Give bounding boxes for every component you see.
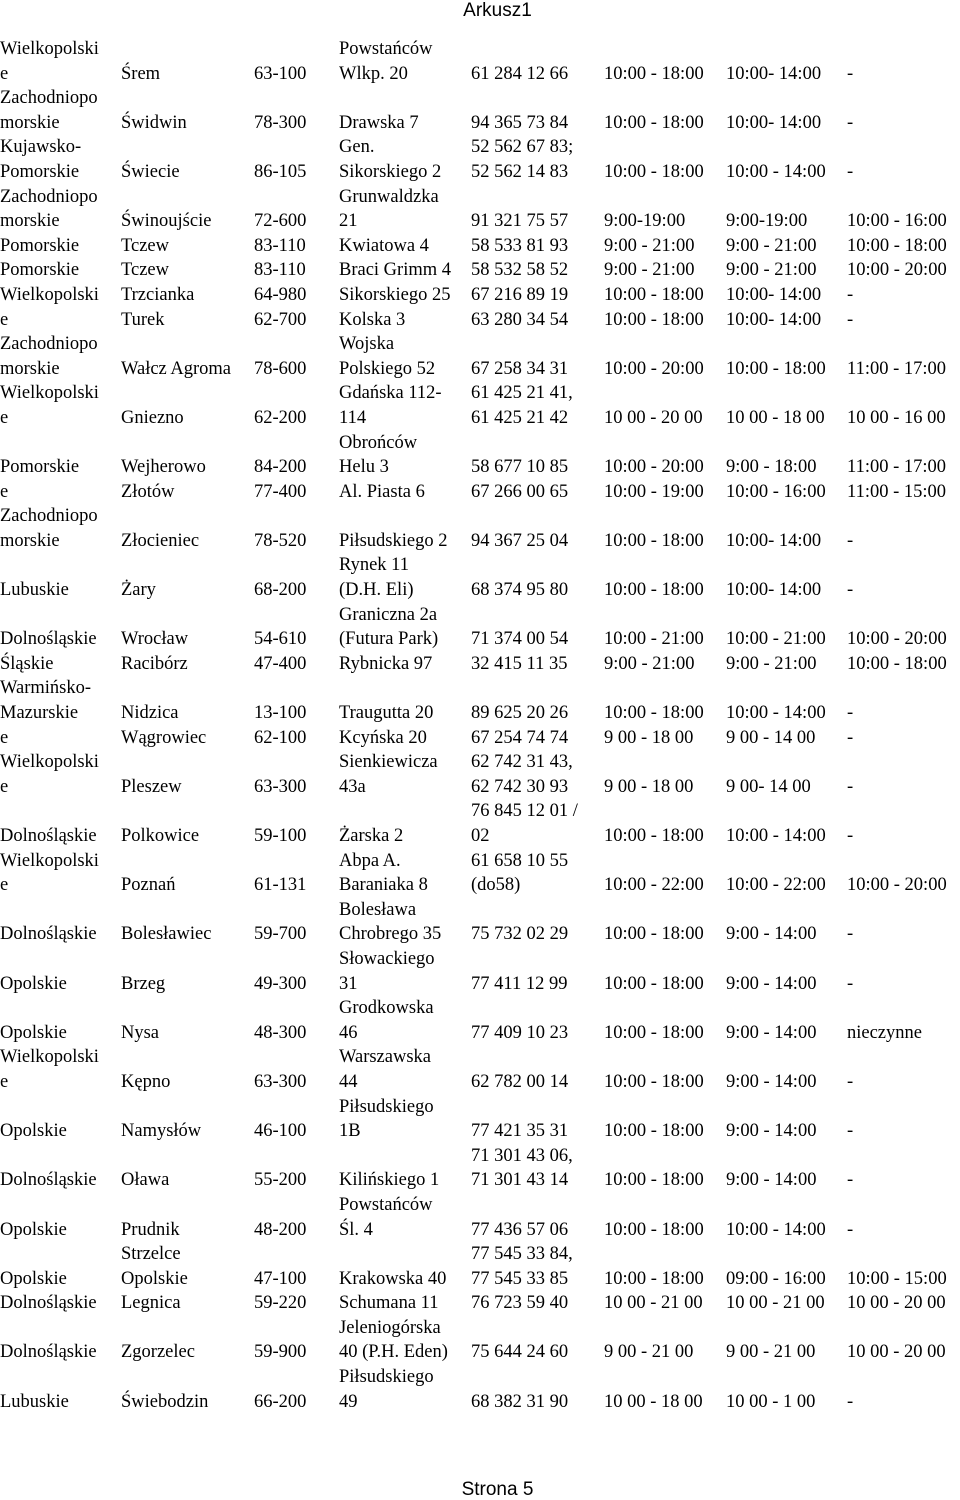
saturday-hours-cell: 9:00 - 14:00 [726, 1170, 817, 1191]
phone-cell: 58 532 58 52 [471, 260, 569, 281]
phone-cell: 67 258 34 31 [471, 358, 569, 379]
weekday-hours-cell: 10 00 - 21 00 [604, 1293, 703, 1314]
sunday-hours-cell: - [847, 161, 854, 182]
weekday-hours-cell: 10:00 - 20:00 [604, 457, 704, 478]
table-row [0, 1144, 960, 1193]
city-cell: Świdwin [121, 112, 187, 133]
table-row [0, 603, 960, 652]
saturday-hours-cell: 9:00 - 14:00 [726, 1071, 817, 1092]
street-cell: Kwiatowa 4 [339, 235, 429, 256]
city-cell: Strzelce Opolskie [121, 1244, 188, 1289]
postal-code-cell: 84-200 [254, 457, 307, 478]
street-cell: Powstańców Śl. 4 [339, 1194, 433, 1240]
city-cell: Nysa [121, 1022, 160, 1043]
phone-cell: 77 421 35 31 [471, 1121, 569, 1142]
city-cell: Namysłów [121, 1121, 202, 1142]
saturday-hours-cell: 10:00- 14:00 [726, 284, 822, 305]
postal-code-cell: 59-900 [254, 1342, 307, 1363]
sunday-hours-cell: - [847, 1170, 854, 1191]
weekday-hours-cell: 10:00 - 21:00 [604, 629, 704, 650]
region-cell: Dolnośląskie [0, 924, 97, 945]
saturday-hours-cell: 10:00- 14:00 [726, 309, 822, 330]
phone-cell: 52 562 67 83; 52 562 14 83 [471, 137, 574, 182]
postal-code-cell: 78-520 [254, 530, 307, 551]
phone-cell: 62 782 00 14 [471, 1071, 569, 1092]
sunday-hours-cell: 10:00 - 18:00 [847, 235, 947, 256]
street-cell: Al. Piasta 6 [339, 481, 425, 502]
store-table-body [0, 37, 960, 1414]
sunday-hours-cell: - [847, 309, 854, 330]
postal-code-cell: 59-220 [254, 1293, 307, 1314]
city-cell: Wejherowo [121, 457, 206, 478]
phone-cell: 32 415 11 35 [471, 653, 568, 674]
saturday-hours-cell: 10:00 - 21:00 [726, 629, 826, 650]
postal-code-cell: 72-600 [254, 211, 307, 232]
sunday-hours-cell: 10:00 - 16:00 [847, 211, 947, 232]
weekday-hours-cell: 9 00 - 18 00 [604, 727, 694, 748]
saturday-hours-cell: 9 00 - 21 00 [726, 1342, 816, 1363]
phone-cell: 94 365 73 84 [471, 112, 569, 133]
postal-code-cell: 62-100 [254, 727, 307, 748]
weekday-hours-cell: 10:00 - 18:00 [604, 703, 704, 724]
postal-code-cell: 83-110 [254, 235, 306, 256]
region-cell: Pomorskie [0, 235, 80, 256]
city-cell: Gniezno [121, 407, 184, 428]
sunday-hours-cell: 11:00 - 17:00 [847, 358, 947, 379]
region-cell: Warmińsko- Mazurskie [0, 678, 91, 724]
weekday-hours-cell: 10:00 - 18:00 [604, 924, 704, 945]
store-table [0, 37, 960, 1414]
city-cell: Świnoujście [121, 211, 212, 232]
city-cell: Nidzica [121, 703, 179, 724]
weekday-hours-cell: 10:00 - 20:00 [604, 358, 704, 379]
phone-cell: 61 284 12 66 [471, 63, 569, 84]
region-cell: Lubuskie [0, 580, 69, 601]
region-cell: e [0, 309, 9, 330]
table-row [0, 332, 960, 381]
saturday-hours-cell: 9:00 - 21:00 [726, 235, 817, 256]
region-cell: Pomorskie [0, 260, 80, 281]
table-row [0, 1365, 960, 1414]
weekday-hours-cell: 9:00 - 21:00 [604, 235, 695, 256]
phone-cell: 75 644 24 60 [471, 1342, 569, 1363]
table-row [0, 431, 960, 480]
postal-code-cell: 63-300 [254, 776, 307, 797]
weekday-hours-cell: 10:00 - 18:00 [604, 112, 704, 133]
weekday-hours-cell: 10:00 - 18:00 [604, 973, 704, 994]
table-row [0, 283, 960, 308]
sunday-hours-cell: 10 00 - 20 00 [847, 1342, 946, 1363]
saturday-hours-cell: 10:00 - 18:00 [726, 358, 826, 379]
table-row [0, 480, 960, 505]
weekday-hours-cell: 10:00 - 18:00 [604, 1121, 704, 1142]
saturday-hours-cell: 9:00 - 14:00 [726, 1022, 817, 1043]
street-cell: Powstańców Wlkp. 20 [339, 39, 433, 84]
saturday-hours-cell: 10:00 - 14:00 [726, 826, 826, 846]
region-cell: Pomorskie [0, 457, 80, 478]
city-cell: Bolesławiec [121, 924, 212, 945]
weekday-hours-cell: 10:00 - 18:00 [604, 826, 704, 846]
street-cell: Sikorskiego 25 [339, 284, 451, 305]
city-cell: Zgorzelec [121, 1342, 195, 1363]
postal-code-cell: 62-200 [254, 407, 307, 428]
weekday-hours-cell: 10:00 - 18:00 [604, 1071, 704, 1092]
table-row [0, 676, 960, 725]
street-cell: Krakowska 40 [339, 1268, 447, 1289]
saturday-hours-cell: 10:00 - 16:00 [726, 481, 826, 502]
sunday-hours-cell: 10:00 - 20:00 [847, 875, 947, 896]
saturday-hours-cell: 10:00 - 14:00 [726, 161, 826, 182]
postal-code-cell: 46-100 [254, 1121, 307, 1142]
table-row [0, 1193, 960, 1242]
weekday-hours-cell: 10:00 - 18:00 [604, 1219, 704, 1240]
saturday-hours-cell: 10 00 - 18 00 [726, 407, 825, 428]
street-cell: Wojska Polskiego 52 [339, 334, 436, 379]
weekday-hours-cell: 9:00 - 21:00 [604, 653, 695, 674]
postal-code-cell: 77-400 [254, 481, 307, 502]
sunday-hours-cell: - [847, 703, 854, 724]
region-cell: Opolskie [0, 1121, 67, 1142]
postal-code-cell: 55-200 [254, 1170, 307, 1191]
table-row [0, 1095, 960, 1144]
city-cell: Wałcz Agroma [121, 358, 231, 379]
city-cell: Poznań [121, 875, 176, 896]
table-row [0, 947, 960, 996]
weekday-hours-cell: 9:00-19:00 [604, 211, 686, 232]
postal-code-cell: 49-300 [254, 973, 307, 994]
table-row [0, 37, 960, 86]
street-cell: Warszawska 44 [339, 1047, 431, 1092]
city-cell: Śrem [121, 63, 161, 84]
table-row [0, 86, 960, 135]
region-cell: e [0, 727, 9, 748]
street-cell: Kcyńska 20 [339, 727, 427, 748]
city-cell: Tczew [121, 235, 170, 256]
saturday-hours-cell: 9:00 - 14:00 [726, 924, 817, 945]
sunday-hours-cell: - [847, 530, 854, 551]
phone-cell: 91 321 75 57 [471, 211, 569, 232]
phone-cell: 77 409 10 23 [471, 1022, 569, 1043]
phone-cell: 89 625 20 26 [471, 703, 569, 724]
sunday-hours-cell: 11:00 - 15:00 [847, 481, 947, 502]
region-cell: Kujawsko- Pomorskie [0, 137, 82, 182]
saturday-hours-cell: 9:00 - 21:00 [726, 260, 817, 281]
saturday-hours-cell: 10:00- 14:00 [726, 63, 822, 84]
phone-cell: 77 411 12 99 [471, 973, 568, 994]
sunday-hours-cell: nieczynne [847, 1022, 922, 1043]
city-cell: Świecie [121, 161, 180, 182]
table-row [0, 1242, 960, 1291]
street-cell: Grunwaldzka 21 [339, 186, 439, 232]
weekday-hours-cell: 10:00 - 18:00 [604, 580, 704, 601]
postal-code-cell: 86-105 [254, 161, 307, 182]
sunday-hours-cell: - [847, 727, 854, 748]
phone-cell: 67 254 74 74 [471, 727, 569, 748]
sunday-hours-cell: 10:00 - 20:00 [847, 260, 947, 281]
table-row [0, 381, 960, 430]
street-cell: Graniczna 2a (Futura Park) [339, 604, 439, 650]
postal-code-cell: 64-980 [254, 284, 307, 305]
city-cell: Brzeg [121, 973, 166, 994]
table-row [0, 996, 960, 1045]
street-cell: Abpa A. Baraniaka 8 [339, 850, 428, 896]
postal-code-cell: 83-110 [254, 260, 306, 281]
table-row [0, 258, 960, 283]
table-row [0, 1045, 960, 1094]
weekday-hours-cell: 9:00 - 21:00 [604, 260, 695, 281]
street-cell: Schumana 11 [339, 1293, 439, 1314]
sunday-hours-cell: - [847, 1391, 854, 1412]
phone-cell: 61 425 21 41, 61 425 21 42 [471, 383, 573, 428]
saturday-hours-cell: 9:00 - 21:00 [726, 653, 817, 674]
weekday-hours-cell: 10:00 - 18:00 [604, 161, 704, 182]
city-cell: Złotów [121, 481, 175, 502]
region-cell: Zachodniopo morskie [0, 186, 98, 232]
postal-code-cell: 61-131 [254, 875, 307, 896]
city-cell: Żary [121, 580, 156, 601]
phone-cell: 71 301 43 06, 71 301 43 14 [471, 1145, 573, 1191]
region-cell: Dolnośląskie [0, 1170, 97, 1191]
table-row [0, 135, 960, 184]
weekday-hours-cell: 10:00 - 22:00 [604, 875, 704, 896]
region-cell: Dolnośląskie [0, 629, 97, 650]
table-row [0, 308, 960, 333]
phone-cell: 68 382 31 90 [471, 1391, 569, 1412]
weekday-hours-cell: 10 00 - 20 00 [604, 407, 703, 428]
sunday-hours-cell: 10:00 - 20:00 [847, 629, 947, 650]
street-cell: Żarska 2 [339, 826, 404, 846]
sunday-hours-cell: - [847, 924, 854, 945]
phone-cell: 77 545 33 84, 77 545 33 85 [471, 1244, 573, 1289]
city-cell: Pleszew [121, 776, 182, 797]
region-cell: Opolskie [0, 1268, 67, 1289]
saturday-hours-cell: 9 00 - 14 00 [726, 727, 816, 748]
street-cell: Kilińskiego 1 [339, 1170, 440, 1191]
city-cell: Legnica [121, 1293, 181, 1314]
sunday-hours-cell: - [847, 1121, 854, 1142]
weekday-hours-cell: 10 00 - 18 00 [604, 1391, 703, 1412]
weekday-hours-cell: 9 00 - 21 00 [604, 1342, 694, 1363]
city-cell: Trzcianka [121, 284, 195, 305]
city-cell: Świebodzin [121, 1391, 209, 1412]
saturday-hours-cell: 10:00- 14:00 [726, 580, 822, 601]
postal-code-cell: 59-700 [254, 924, 307, 945]
saturday-hours-cell: 10 00 - 1 00 [726, 1391, 816, 1412]
street-cell: Gdańska 112- 114 [339, 383, 442, 428]
saturday-hours-cell: 09:00 - 16:00 [726, 1268, 826, 1289]
saturday-hours-cell: 9:00 - 14:00 [726, 973, 817, 994]
city-cell: Tczew [121, 260, 170, 281]
phone-cell: 61 658 10 55 (do58) [471, 850, 569, 896]
street-cell: Słowackiego 31 [339, 948, 435, 994]
postal-code-cell: 78-300 [254, 112, 307, 133]
table-row [0, 234, 960, 259]
region-cell: e [0, 481, 9, 502]
region-cell: Dolnośląskie [0, 1293, 97, 1314]
phone-cell: 67 266 00 65 [471, 481, 569, 502]
region-cell: Dolnośląskie [0, 1342, 97, 1363]
region-cell: Zachodniopo morskie [0, 506, 98, 551]
page-footer: Strona 5 [461, 1479, 534, 1500]
saturday-hours-cell: 10:00 - 22:00 [726, 875, 826, 896]
weekday-hours-cell: 10:00 - 18:00 [604, 1268, 704, 1289]
postal-code-cell: 68-200 [254, 580, 307, 601]
region-cell: Wielkopolski e [0, 39, 99, 84]
weekday-hours-cell: 10:00 - 18:00 [604, 530, 704, 551]
city-cell: Polkowice [121, 826, 200, 846]
phone-cell: 94 367 25 04 [471, 530, 569, 551]
sunday-hours-cell: - [847, 284, 854, 305]
weekday-hours-cell: 10:00 - 18:00 [604, 1170, 704, 1191]
sunday-hours-cell: - [847, 826, 854, 846]
city-cell: Wągrowiec [121, 727, 207, 748]
weekday-hours-cell: 10:00 - 18:00 [604, 284, 704, 305]
weekday-hours-cell: 9 00 - 18 00 [604, 776, 694, 797]
street-cell: Sienkiewicza 43a [339, 752, 438, 797]
table-row [0, 849, 960, 898]
region-cell: Wielkopolski e [0, 752, 99, 797]
sunday-hours-cell: - [847, 776, 854, 797]
phone-cell: 63 280 34 54 [471, 309, 569, 330]
table-row [0, 799, 960, 848]
sunday-hours-cell: 11:00 - 17:00 [847, 457, 947, 478]
saturday-hours-cell: 10:00 - 14:00 [726, 1219, 826, 1240]
phone-cell: 68 374 95 80 [471, 580, 569, 601]
region-cell: Wielkopolski [0, 284, 99, 305]
city-cell: Oława [121, 1170, 170, 1191]
street-cell: Kolska 3 [339, 309, 406, 330]
street-cell: Rybnicka 97 [339, 653, 433, 674]
city-cell: Kępno [121, 1071, 171, 1092]
phone-cell: 71 374 00 54 [471, 629, 569, 650]
phone-cell: 62 742 31 43, 62 742 30 93 [471, 752, 573, 797]
saturday-hours-cell: 9 00- 14 00 [726, 776, 811, 797]
weekday-hours-cell: 10:00 - 19:00 [604, 481, 704, 502]
phone-cell: 58 533 81 93 [471, 235, 569, 256]
street-cell: Rynek 11 (D.H. Eli) [339, 555, 414, 601]
sunday-hours-cell: - [847, 1219, 854, 1240]
saturday-hours-cell: 10 00 - 21 00 [726, 1293, 825, 1314]
region-cell: Opolskie [0, 1219, 67, 1240]
table-row [0, 750, 960, 799]
phone-cell: 77 436 57 06 [471, 1219, 569, 1240]
table-row [0, 726, 960, 751]
street-cell: Drawska 7 [339, 112, 419, 133]
table-row [0, 652, 960, 677]
street-cell: Bolesława Chrobrego 35 [339, 899, 442, 945]
region-cell: Zachodniopo morskie [0, 334, 98, 379]
region-cell: Opolskie [0, 973, 67, 994]
street-cell: Obrońców Helu 3 [339, 432, 418, 478]
saturday-hours-cell: 10:00 - 14:00 [726, 703, 826, 724]
street-cell: Gen. Sikorskiego 2 [339, 137, 442, 182]
saturday-hours-cell: 10:00- 14:00 [726, 530, 822, 551]
saturday-hours-cell: 9:00 - 14:00 [726, 1121, 817, 1142]
region-cell: Opolskie [0, 1022, 67, 1043]
city-cell: Wrocław [121, 629, 189, 650]
postal-code-cell: 48-200 [254, 1219, 307, 1240]
phone-cell: 75 732 02 29 [471, 924, 569, 945]
phone-cell: 76 845 12 01 / 02 [471, 801, 578, 846]
weekday-hours-cell: 10:00 - 18:00 [604, 1022, 704, 1043]
region-cell: Lubuskie [0, 1391, 69, 1412]
city-cell: Turek [121, 309, 165, 330]
table-row [0, 898, 960, 947]
street-cell: Jeleniogórska 40 (P.H. Eden) [339, 1317, 448, 1363]
sunday-hours-cell: - [847, 973, 854, 994]
sunday-hours-cell: 10 00 - 16 00 [847, 407, 946, 428]
weekday-hours-cell: 10:00 - 18:00 [604, 63, 704, 84]
postal-code-cell: 62-700 [254, 309, 307, 330]
postal-code-cell: 54-610 [254, 629, 307, 650]
saturday-hours-cell: 10:00- 14:00 [726, 112, 822, 133]
table-row [0, 185, 960, 234]
street-cell: Piłsudskiego 49 [339, 1367, 434, 1412]
street-cell: Braci Grimm 4 [339, 260, 452, 281]
postal-code-cell: 48-300 [254, 1022, 307, 1043]
region-cell: Wielkopolski e [0, 850, 99, 896]
sunday-hours-cell: 10:00 - 15:00 [847, 1268, 947, 1289]
postal-code-cell: 66-200 [254, 1391, 307, 1412]
sunday-hours-cell: - [847, 63, 854, 84]
sunday-hours-cell: 10:00 - 18:00 [847, 653, 947, 674]
region-cell: Dolnośląskie [0, 826, 97, 846]
weekday-hours-cell: 10:00 - 18:00 [604, 309, 704, 330]
region-cell: Śląskie [0, 653, 54, 674]
postal-code-cell: 63-300 [254, 1071, 307, 1092]
sunday-hours-cell: - [847, 112, 854, 133]
city-cell: Prudnik [121, 1219, 180, 1240]
city-cell: Racibórz [121, 653, 188, 674]
saturday-hours-cell: 9:00 - 18:00 [726, 457, 817, 478]
table-row [0, 1291, 960, 1316]
region-cell: Zachodniopo morskie [0, 88, 98, 133]
region-cell: Wielkopolski e [0, 383, 99, 428]
postal-code-cell: 78-600 [254, 358, 307, 379]
table-row [0, 1316, 960, 1365]
postal-code-cell: 13-100 [254, 703, 307, 724]
sheet-title: Arkusz1 [463, 0, 532, 21]
city-cell: Złocieniec [121, 530, 200, 551]
street-cell: Piłsudskiego 1B [339, 1096, 434, 1142]
street-cell: Grodkowska 46 [339, 998, 434, 1043]
postal-code-cell: 47-400 [254, 653, 307, 674]
phone-cell: 67 216 89 19 [471, 284, 569, 305]
sunday-hours-cell: - [847, 1071, 854, 1092]
postal-code-cell: 59-100 [254, 826, 307, 846]
street-cell: Piłsudskiego 2 [339, 530, 448, 551]
region-cell: Wielkopolski e [0, 1047, 99, 1092]
sunday-hours-cell: - [847, 580, 854, 601]
phone-cell: 76 723 59 40 [471, 1293, 569, 1314]
table-row [0, 553, 960, 602]
postal-code-cell: 63-100 [254, 63, 307, 84]
postal-code-cell: 47-100 [254, 1268, 307, 1289]
saturday-hours-cell: 9:00-19:00 [726, 211, 808, 232]
phone-cell: 58 677 10 85 [471, 457, 569, 478]
street-cell: Traugutta 20 [339, 703, 434, 724]
sunday-hours-cell: 10 00 - 20 00 [847, 1293, 946, 1314]
table-row [0, 504, 960, 553]
